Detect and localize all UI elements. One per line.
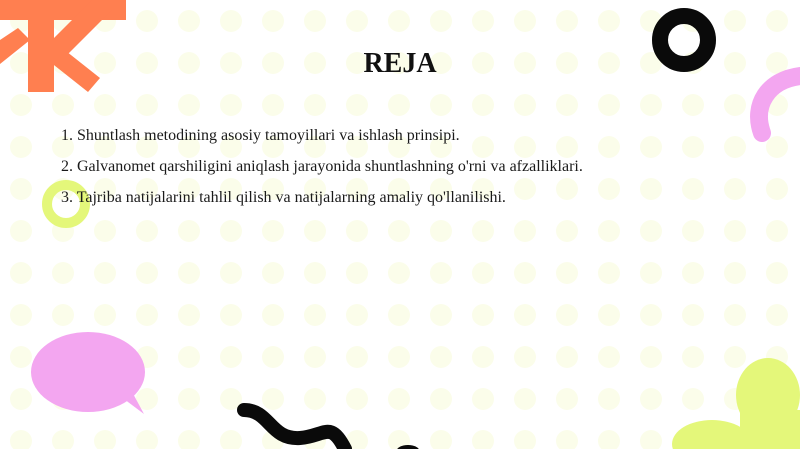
plan-item-number: 3. xyxy=(61,189,73,206)
plan-item-3 xyxy=(61,186,583,217)
plan-list xyxy=(61,124,583,217)
plan-item-text: Shuntlash metodining asosiy tamoyillari va ishlash prinsipi. xyxy=(77,127,460,144)
plan-item-1 xyxy=(61,124,583,155)
black-blob-shape xyxy=(396,445,420,449)
lime-flower-shape xyxy=(672,358,800,449)
pink-speech-bubble-shape xyxy=(31,332,145,414)
plan-item-2 xyxy=(61,155,583,186)
pink-arc-shape xyxy=(759,76,800,133)
slide-title: REJA xyxy=(363,48,437,79)
plan-item-number: 2. xyxy=(61,158,73,175)
plan-item-text: Tajriba natijalarini tahlil qilish va natijalarning amaliy qo'llanilishi. xyxy=(76,189,506,206)
plan-item-number: 1. xyxy=(61,127,73,144)
plan-item-text: Galvanomet qarshiligini aniqlash jarayonida shuntlashning o'rni va afzalliklari. xyxy=(77,158,583,175)
black-squiggle-shape xyxy=(244,410,345,449)
